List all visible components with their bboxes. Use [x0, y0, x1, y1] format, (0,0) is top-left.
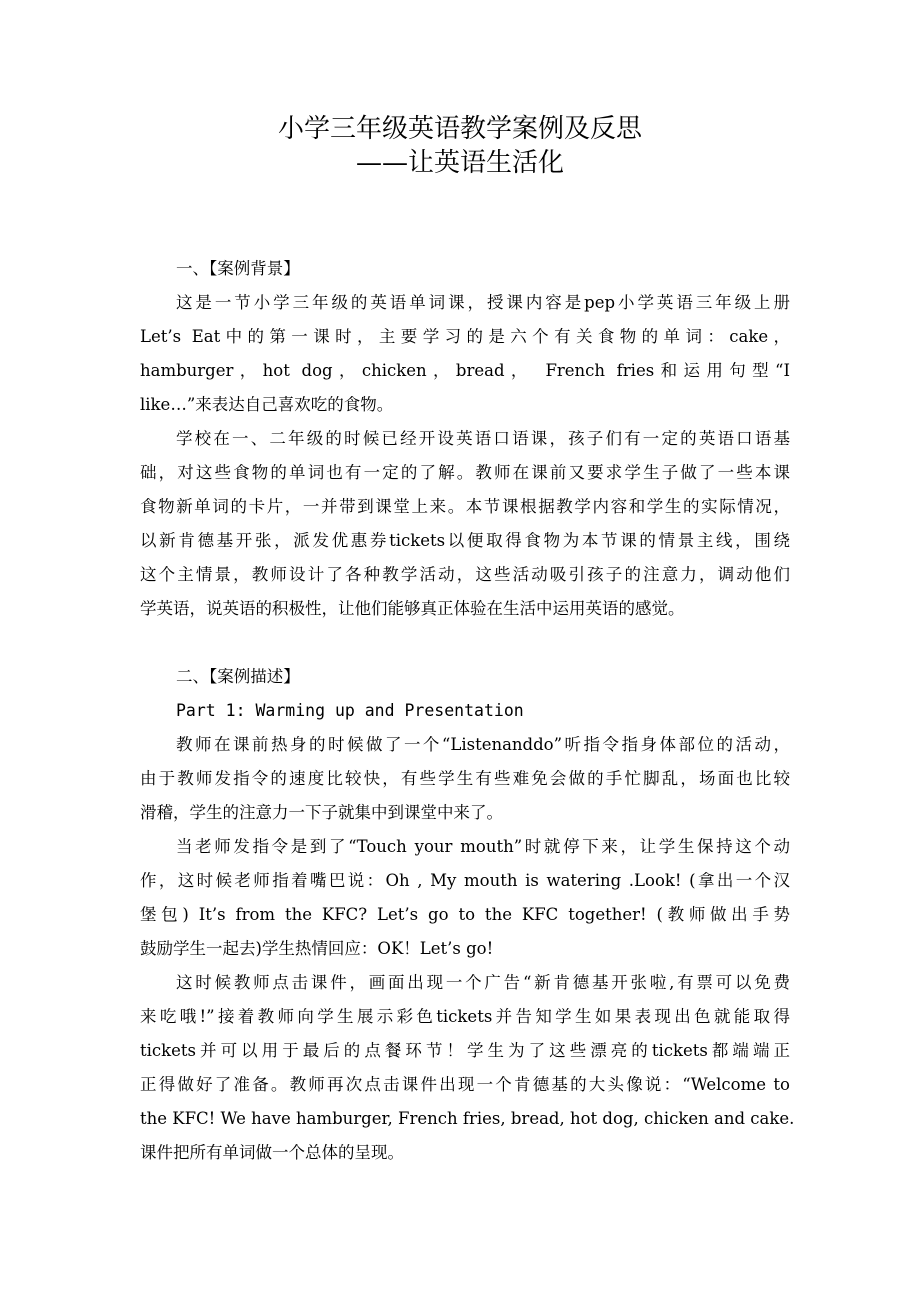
- paragraph-line: 课件把所有单词做一个总体的呈现。: [140, 1143, 404, 1162]
- part-heading: Part 1: Warming up and Presentation: [176, 701, 524, 720]
- document-subtitle: ——让英语生活化: [355, 148, 564, 178]
- paragraph-line: 堡包) It’s from the KFC? Let’s go to the KFC together! (教师做出手势: [140, 905, 790, 924]
- paragraph-line: 正得做好了准备。教师再次点击课件出现一个肯德基的大头像说：“Welcome to: [140, 1075, 790, 1094]
- paragraph-line: 这个主情景，教师设计了各种教学活动，这些活动吸引孩子的注意力，调动他们: [140, 565, 790, 584]
- paragraph-line: hamburger，hot dog，chicken，bread， French fries和运用句型“I: [140, 361, 790, 380]
- section-heading-background: 一、【案例背景】: [176, 259, 300, 278]
- paragraph-line: tickets并可以用于最后的点餐环节！学生为了这些漂亮的tickets都端端正: [140, 1041, 790, 1060]
- paragraph-line: the KFC! We have hamburger, French fries, bread, hot dog, chicken and cake.: [140, 1109, 795, 1128]
- paragraph-line: 以新肯德基开张，派发优惠券tickets以便取得食物为本节课的情景主线，围绕: [140, 531, 790, 550]
- paragraph-line: Let’s Eat中的第一课时，主要学习的是六个有关食物的单词：cake，: [140, 327, 790, 346]
- paragraph-line: 学英语，说英语的积极性，让他们能够真正体验在生活中运用英语的感觉。: [140, 599, 685, 618]
- paragraph-line: 食物新单词的卡片，一并带到课堂上来。本节课根据教学内容和学生的实际情况，: [140, 497, 790, 516]
- paragraph-line: 础，对这些食物的单词也有一定的了解。教师在课前又要求学生子做了一些本课: [140, 463, 790, 482]
- paragraph-line: 这时候教师点击课件，画面出现一个广告“新肯德基开张啦,有票可以免费: [176, 973, 790, 992]
- paragraph-line: 教师在课前热身的时候做了一个“Listenanddo”听指令指身体部位的活动，: [176, 735, 790, 754]
- paragraph-line: 学校在一、二年级的时候已经开设英语口语课，孩子们有一定的英语口语基: [176, 429, 790, 448]
- paragraph-line: like…”来表达自己喜欢吃的食物。: [140, 395, 394, 414]
- paragraph-line: 由于教师发指令的速度比较快，有些学生有些难免会做的手忙脚乱，场面也比较: [140, 769, 790, 788]
- paragraph-line: 鼓励学生一起去)学生热情回应：OK！Let’s go!: [140, 939, 494, 958]
- paragraph-line: 滑稽，学生的注意力一下子就集中到课堂中来了。: [140, 803, 503, 822]
- paragraph-line: 来吃哦!”接着教师向学生展示彩色tickets并告知学生如果表现出色就能取得: [140, 1007, 790, 1026]
- paragraph-line: 这是一节小学三年级的英语单词课，授课内容是pep小学英语三年级上册: [176, 293, 790, 312]
- paragraph-line: 当老师发指令是到了“Touch your mouth”时就停下来，让学生保持这个动: [176, 837, 790, 856]
- document-title: 小学三年级英语教学案例及反思: [277, 114, 642, 144]
- section-heading-description: 二、【案例描述】: [176, 667, 300, 686]
- paragraph-line: 作，这时候老师指着嘴巴说：Oh , My mouth is watering .Look! (拿出一个汉: [140, 871, 790, 890]
